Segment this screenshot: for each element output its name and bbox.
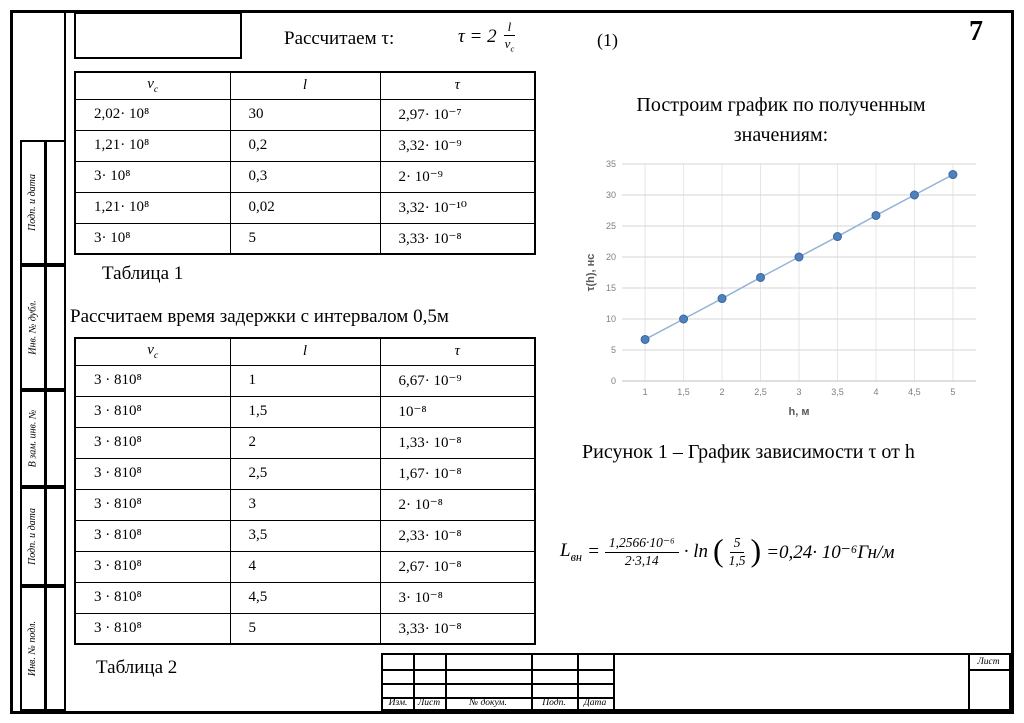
table-cell: 3 · 810⁸	[75, 613, 230, 644]
close-paren: )	[750, 532, 762, 568]
table-cell: 5	[230, 223, 380, 254]
fraction-numerator: l	[504, 20, 516, 36]
title-block-col-izm: Изм.	[388, 698, 408, 708]
fraction-denominator: $v_с$	[504, 35, 515, 54]
table-1-caption: Таблица 1	[102, 263, 184, 284]
frame-line	[968, 669, 1009, 671]
x-tick-label: 2	[719, 387, 725, 397]
y-tick-label: 25	[605, 221, 616, 231]
inductance-fraction-1: $\frac{\text{1,2566·10⁻⁶}}{2\cdot 3,14}$	[605, 536, 679, 567]
table-row	[75, 223, 535, 254]
x-tick-label: 2,5	[754, 387, 767, 397]
margin-box-vzam-inv	[20, 390, 46, 487]
tau-chart-svg	[582, 150, 992, 425]
calc-tau-label: Рассчитаем τ:	[284, 28, 395, 49]
table-header-cell: $v_с$	[75, 72, 230, 99]
title-block-col-docnum: № докум.	[469, 698, 507, 708]
data-point	[641, 335, 649, 343]
table-header-cell: l	[230, 72, 380, 99]
x-tick-label: 4,5	[908, 387, 921, 397]
table-header-row	[75, 338, 535, 365]
figure-caption: Рисунок 1 – График зависимости τ от h	[582, 441, 915, 463]
table-cell: 0,2	[230, 130, 380, 161]
equals-sign: =	[587, 541, 600, 562]
title-block	[381, 653, 1011, 711]
table-row	[75, 613, 535, 644]
title-block-col-list: Лист	[417, 698, 441, 708]
margin-label: Инв. № подл.	[27, 620, 39, 677]
table-cell: 3,32· 10⁻⁹	[380, 130, 535, 161]
table-cell: 3 · 810⁸	[75, 582, 230, 613]
table-cell: 3,33· 10⁻⁸	[380, 223, 535, 254]
table-header-cell: τ	[380, 72, 535, 99]
page-number: 7	[969, 16, 983, 47]
table-cell: 30	[230, 99, 380, 130]
table-cell: 3,5	[230, 520, 380, 551]
table-cell: 4,5	[230, 582, 380, 613]
tau-formula-fraction	[504, 20, 516, 53]
data-point	[833, 233, 841, 241]
margin-box-empty	[45, 265, 66, 390]
margin-box-empty	[45, 487, 66, 586]
table-row	[75, 489, 535, 520]
table-header-cell: l	[230, 338, 380, 365]
title-block-col-podp: Подп.	[542, 698, 566, 708]
x-tick-label: 5	[950, 387, 956, 397]
table-cell: 2	[230, 427, 380, 458]
table-cell: 0,3	[230, 161, 380, 192]
y-tick-label: 5	[610, 345, 616, 355]
table-cell: 1	[230, 365, 380, 396]
x-tick-label: 3,5	[831, 387, 844, 397]
table-row	[75, 520, 535, 551]
stamp-box	[74, 12, 242, 59]
table-cell: 2,02· 10⁸	[75, 99, 230, 130]
margin-label: В зам. инв. №	[27, 409, 39, 468]
table-cell: 2,33· 10⁻⁸	[380, 520, 535, 551]
table-cell: 3 · 810⁸	[75, 458, 230, 489]
table-cell: 3· 10⁸	[75, 223, 230, 254]
open-paren: (	[713, 532, 724, 568]
margin-label: Инв. № дубл.	[27, 300, 39, 355]
data-point	[795, 253, 803, 261]
table-row	[75, 99, 535, 130]
y-tick-label: 30	[605, 190, 616, 200]
chart	[582, 150, 992, 425]
y-tick-label: 35	[605, 159, 616, 169]
table-row	[75, 365, 535, 396]
inductance-result: =0,24· 10⁻⁶Гн/м	[766, 541, 895, 563]
data-point	[910, 191, 918, 199]
table-header-cell: $v_с$	[75, 338, 230, 365]
table-cell: 2,97· 10⁻⁷	[380, 99, 535, 130]
inductance-lhs: $L_{вн}$	[560, 539, 583, 564]
margin-label: Подп. и дата	[27, 507, 39, 566]
frame-line	[383, 669, 613, 671]
tau-formula-lhs: τ = 2	[458, 25, 497, 47]
table-row	[75, 458, 535, 489]
table-cell: 3 · 810⁸	[75, 489, 230, 520]
frame-line	[613, 655, 615, 709]
table-cell: 3 · 810⁸	[75, 396, 230, 427]
table-cell: 10⁻⁸	[380, 396, 535, 427]
table-cell: 2,5	[230, 458, 380, 489]
y-tick-label: 15	[605, 283, 616, 293]
x-tick-label: 4	[873, 387, 879, 397]
data-point	[949, 171, 957, 179]
table-row	[75, 582, 535, 613]
title-block-col-data: Дата	[583, 698, 607, 708]
table-cell: 2,67· 10⁻⁸	[380, 551, 535, 582]
table-header-cell: τ	[380, 338, 535, 365]
table-2-caption: Таблица 2	[96, 657, 178, 678]
x-tick-label: 3	[796, 387, 802, 397]
x-tick-label: 1	[642, 387, 648, 397]
margin-box-inv-podl	[20, 586, 46, 711]
table-cell: 1,21· 10⁸	[75, 130, 230, 161]
table-row	[75, 551, 535, 582]
margin-label: Подп. и дата	[27, 173, 39, 232]
table-cell: 3 · 810⁸	[75, 551, 230, 582]
table-cell: 4	[230, 551, 380, 582]
table-cell: 1,33· 10⁻⁸	[380, 427, 535, 458]
y-tick-label: 10	[605, 314, 616, 324]
margin-box-empty	[45, 390, 66, 487]
margin-box-podp-i-data-2	[20, 487, 46, 586]
frame-line	[383, 683, 613, 685]
margin-box-inv-dubl	[20, 265, 46, 390]
margin-box-empty	[45, 586, 66, 711]
table-cell: 3	[230, 489, 380, 520]
inductance-fraction-2: $\frac{5}{1,5}$	[728, 535, 746, 568]
table-cell: 5	[230, 613, 380, 644]
table-row	[75, 427, 535, 458]
table-cell: 2· 10⁻⁸	[380, 489, 535, 520]
ln-operator: · ln	[683, 541, 708, 562]
x-tick-label: 1,5	[677, 387, 690, 397]
table-row	[75, 130, 535, 161]
y-tick-label: 0	[610, 376, 616, 386]
table-cell: 3 · 810⁸	[75, 365, 230, 396]
margin-box-empty	[45, 140, 66, 265]
table-cell: 1,5	[230, 396, 380, 427]
table-cell: 0,02	[230, 192, 380, 223]
table-row	[75, 396, 535, 427]
inductance-formula	[560, 532, 895, 568]
table-cell: 1,67· 10⁻⁸	[380, 458, 535, 489]
table-cell: 3· 10⁻⁸	[380, 582, 535, 613]
y-tick-label: 20	[605, 252, 616, 262]
table-cell: 3· 10⁸	[75, 161, 230, 192]
table-1	[74, 71, 536, 255]
table-cell: 3,32· 10⁻¹⁰	[380, 192, 535, 223]
data-point	[757, 273, 765, 281]
table-cell: 2· 10⁻⁹	[380, 161, 535, 192]
table-row	[75, 192, 535, 223]
table-cell: 1,21· 10⁸	[75, 192, 230, 223]
table-2	[74, 337, 536, 645]
table-cell: 6,67· 10⁻⁹	[380, 365, 535, 396]
title-block-sheet-label: Лист	[977, 657, 1000, 667]
table-cell: 3,33· 10⁻⁸	[380, 613, 535, 644]
y-axis-title: τ(h), нс	[585, 253, 597, 292]
data-point	[872, 211, 880, 219]
margin-box-podp-i-data-1	[20, 140, 46, 265]
tau-formula	[458, 20, 515, 53]
data-point	[718, 295, 726, 303]
table-row	[75, 161, 535, 192]
x-axis-title: h, м	[788, 406, 810, 418]
table-cell: 3 · 810⁸	[75, 427, 230, 458]
equation-number: (1)	[597, 30, 618, 50]
plot-heading: Построим график по полученным значениям:	[636, 94, 926, 146]
table-header-row	[75, 72, 535, 99]
data-point	[680, 315, 688, 323]
table-cell: 3 · 810⁸	[75, 520, 230, 551]
delay-interval-text: Рассчитаем время задержки с интервалом 0,5м	[70, 306, 449, 327]
